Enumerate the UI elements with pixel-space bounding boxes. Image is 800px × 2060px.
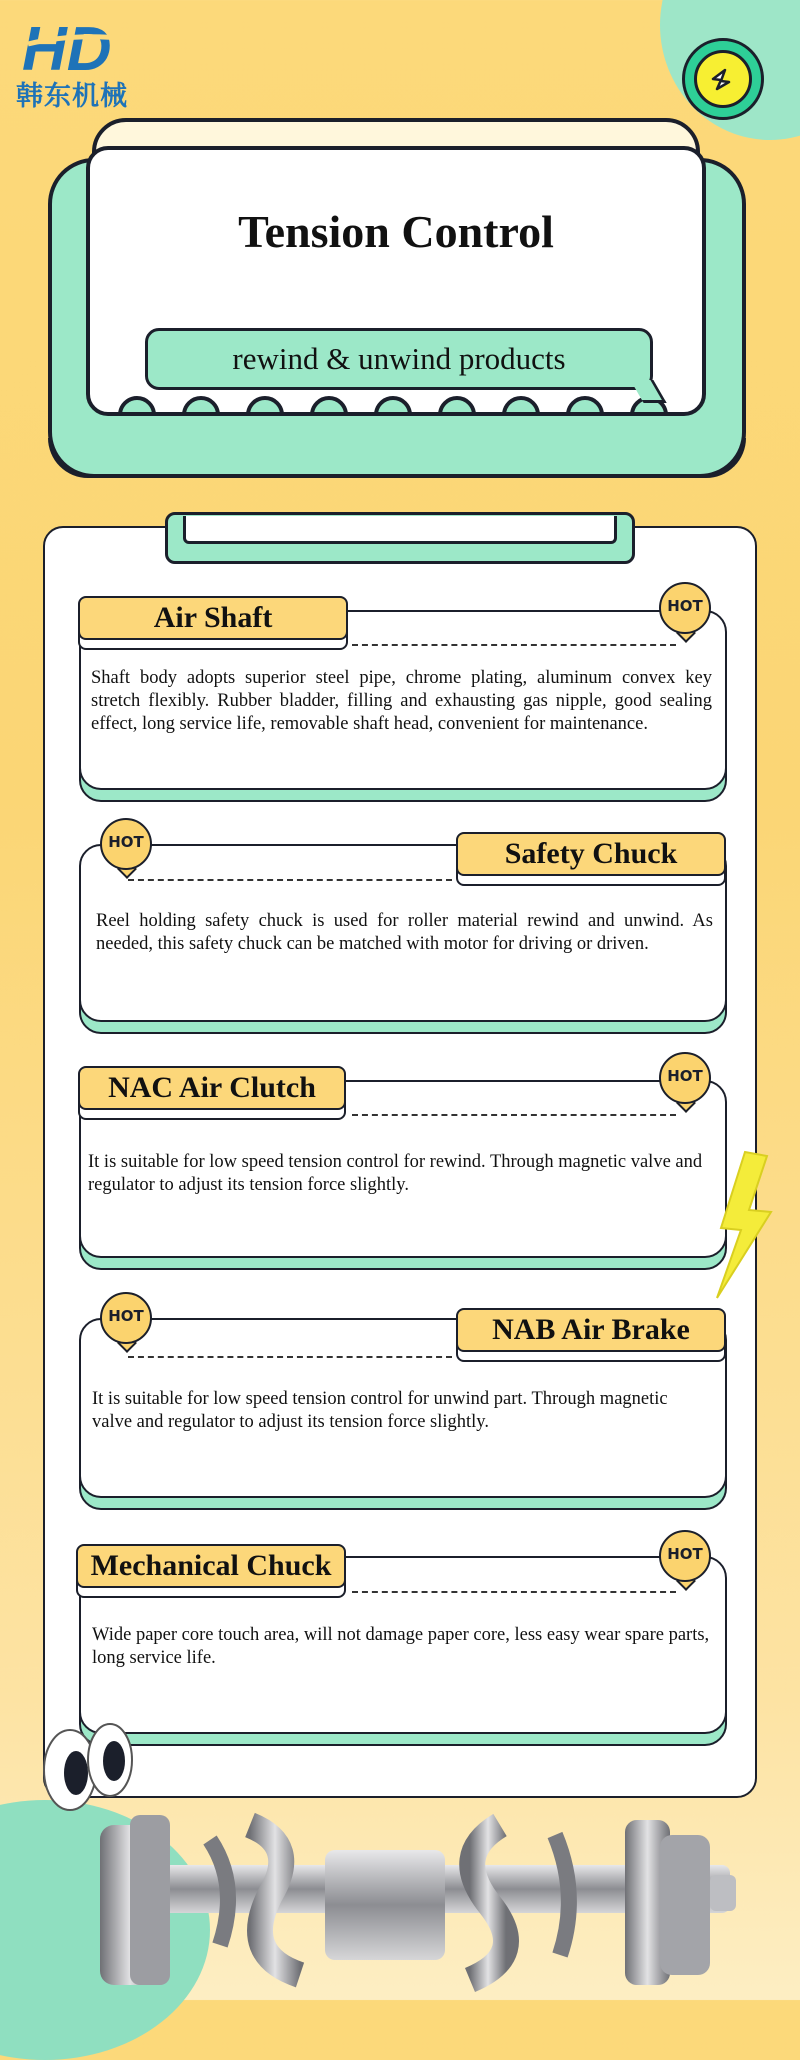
hot-badge: HOT <box>659 1530 711 1582</box>
product-tag <box>456 1308 726 1352</box>
page-title: Tension Control <box>238 206 554 257</box>
product-tag <box>78 596 348 640</box>
product-name: Air Shaft <box>153 601 273 634</box>
product-name: NAC Air Clutch <box>108 1071 316 1104</box>
back-button[interactable] <box>682 38 764 120</box>
product-tag <box>78 1066 346 1110</box>
product-description: Reel holding safety chuck is used for roller material rewind and unwind. As needed, this safety chuck can be matched with motor for driving or driven. <box>96 911 713 954</box>
product-tag <box>76 1544 346 1588</box>
product-name: Mechanical Chuck <box>90 1549 332 1582</box>
product-description: Wide paper core touch area, will not damage paper core, less easy wear spare parts, long service life. <box>92 1625 710 1668</box>
product-description: It is suitable for low speed tension control for unwind part. Through magnetic valve and regulator to adjust its tension force slightly. <box>92 1389 668 1432</box>
hot-badge: HOT <box>100 1292 152 1344</box>
logo-letters: HD <box>22 15 112 84</box>
product-name: Safety Chuck <box>504 837 678 870</box>
product-tag <box>456 832 726 876</box>
product-description: It is suitable for low speed tension control for rewind. Through magnetic valve and regulator to adjust its tension force slightly. <box>88 1152 703 1195</box>
product-name: NAB Air Brake <box>492 1313 690 1346</box>
back-arrow-icon <box>707 63 741 97</box>
hot-badge: HOT <box>659 582 711 634</box>
hot-badge: HOT <box>659 1052 711 1104</box>
cartoon-eyes-icon <box>40 1715 140 1815</box>
brand-name: 韩东机械 <box>16 81 128 112</box>
lightning-bolt-icon <box>715 1150 775 1300</box>
hot-badge: HOT <box>100 818 152 870</box>
air-shaft-product-image <box>100 1805 740 1995</box>
subtitle-bubble <box>145 328 653 390</box>
product-description: Shaft body adopts superior steel pipe, chrome plating, aluminum convex key stretch flexibly. Rubber bladder, filling and exhausting gas nipple, good sealing effect, long service life, removable shaft head, convenient for maintenance. <box>91 668 712 734</box>
subtitle-text: rewind & unwind products <box>232 341 566 376</box>
